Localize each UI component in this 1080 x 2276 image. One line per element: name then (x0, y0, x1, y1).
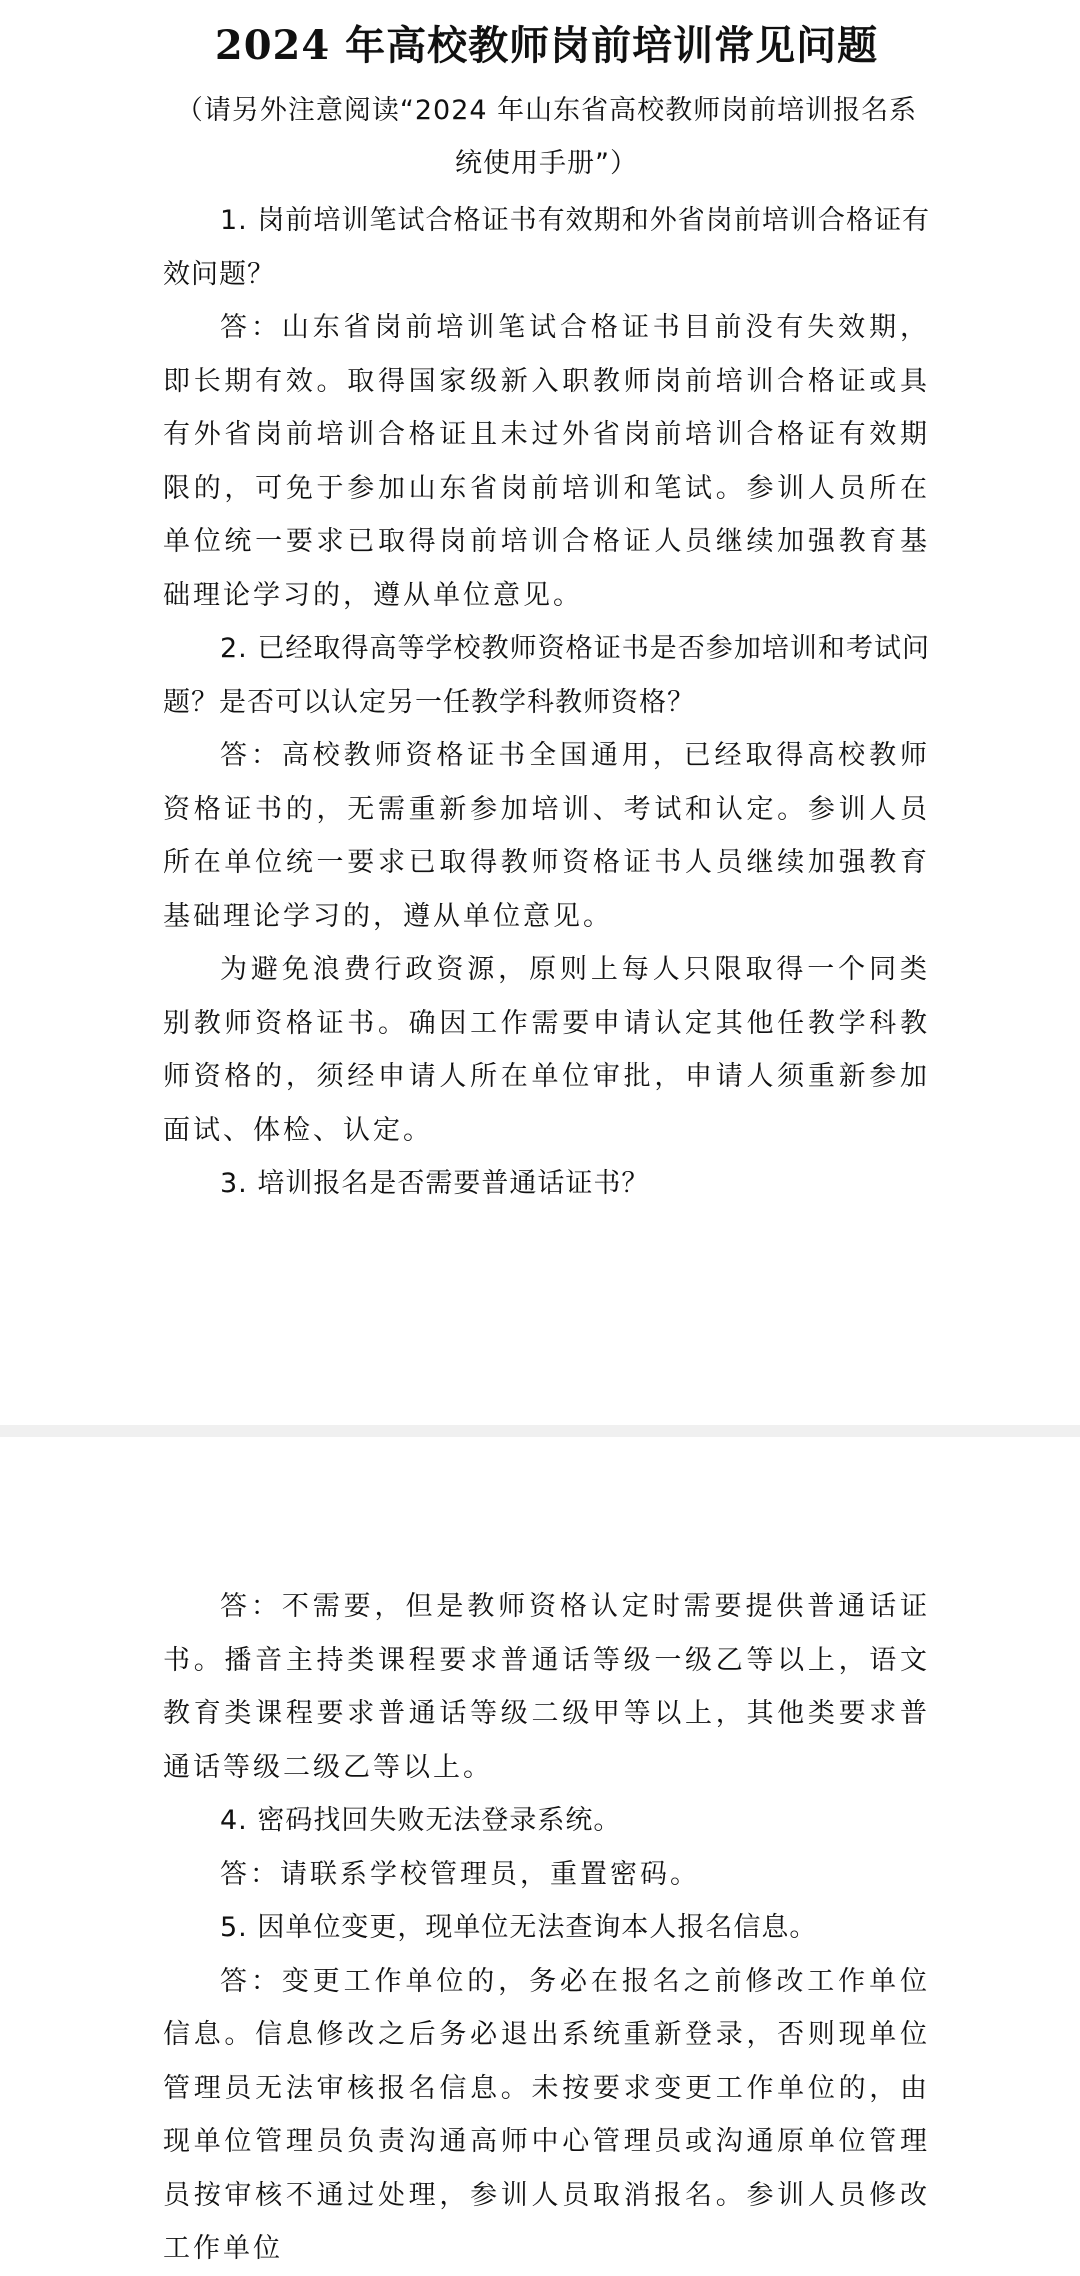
document-subtitle: （请另外注意阅读“2024 年山东省高校教师岗前培训报名系统使用手册”） (175, 95, 918, 179)
question-1: 1. 岗前培训笔试合格证书有效期和外省岗前培训合格证有效问题？ (163, 205, 930, 290)
question-2: 2. 已经取得高等学校教师资格证书是否参加培训和考试问题？是否可以认定另一任教学科教师资格？ (163, 633, 930, 718)
answer-3: 答：不需要，但是教师资格认定时需要提供普通话证书。播音主持类课程要求普通话等级一级乙等以上，语文教育类课程要求普通话等级二级甲等以上，其他类要求普通话等级二级乙等以上。 (163, 1591, 930, 1783)
answer-5: 答：变更工作单位的，务必在报名之前修改工作单位信息。信息修改之后务必退出系统重新登录，否则现单位管理员无法审核报名信息。未按要求变更工作单位的，由现单位管理员负责沟通高师中心管理员或沟通原单位管理员按审核不通过处理，参训人员取消报名。参训人员修改工作单位 (163, 1965, 930, 2264)
page-separator (0, 1425, 1080, 1437)
question-5: 5. 因单位变更，现单位无法查询本人报名信息。 (220, 1912, 818, 1943)
document-title: 2024 年高校教师岗前培训常见问题 (214, 22, 879, 69)
answer-1: 答：山东省岗前培训笔试合格证书目前没有失效期，即长期有效。取得国家级新入职教师岗前培训合格证或具有外省岗前培训合格证且未过外省岗前培训合格证有效期限的，可免于参加山东省岗前培训和笔试。参训人员所在单位统一要求已取得岗前培训合格证人员继续加强教育基础理论学习的，遵从单位意见。 (163, 312, 930, 611)
question-4: 4. 密码找回失败无法登录系统。 (220, 1805, 622, 1836)
answer-4: 答：请联系学校管理员，重置密码。 (220, 1858, 700, 1890)
question-3: 3. 培训报名是否需要普通话证书？ (220, 1168, 650, 1199)
answer-2-paragraph-1: 答：高校教师资格证书全国通用，已经取得高校教师资格证书的，无需重新参加培训、考试和认定。参训人员所在单位统一要求已取得教师资格证书人员继续加强教育基础理论学习的，遵从单位意见。 (163, 740, 930, 932)
answer-2-paragraph-2: 为避免浪费行政资源，原则上每人只限取得一个同类别教师资格证书。确因工作需要申请认定其他任教学科教师资格的，须经申请人所在单位审批，申请人须重新参加面试、体检、认定。 (163, 954, 930, 1146)
document-page-2 (0, 1437, 1080, 2264)
